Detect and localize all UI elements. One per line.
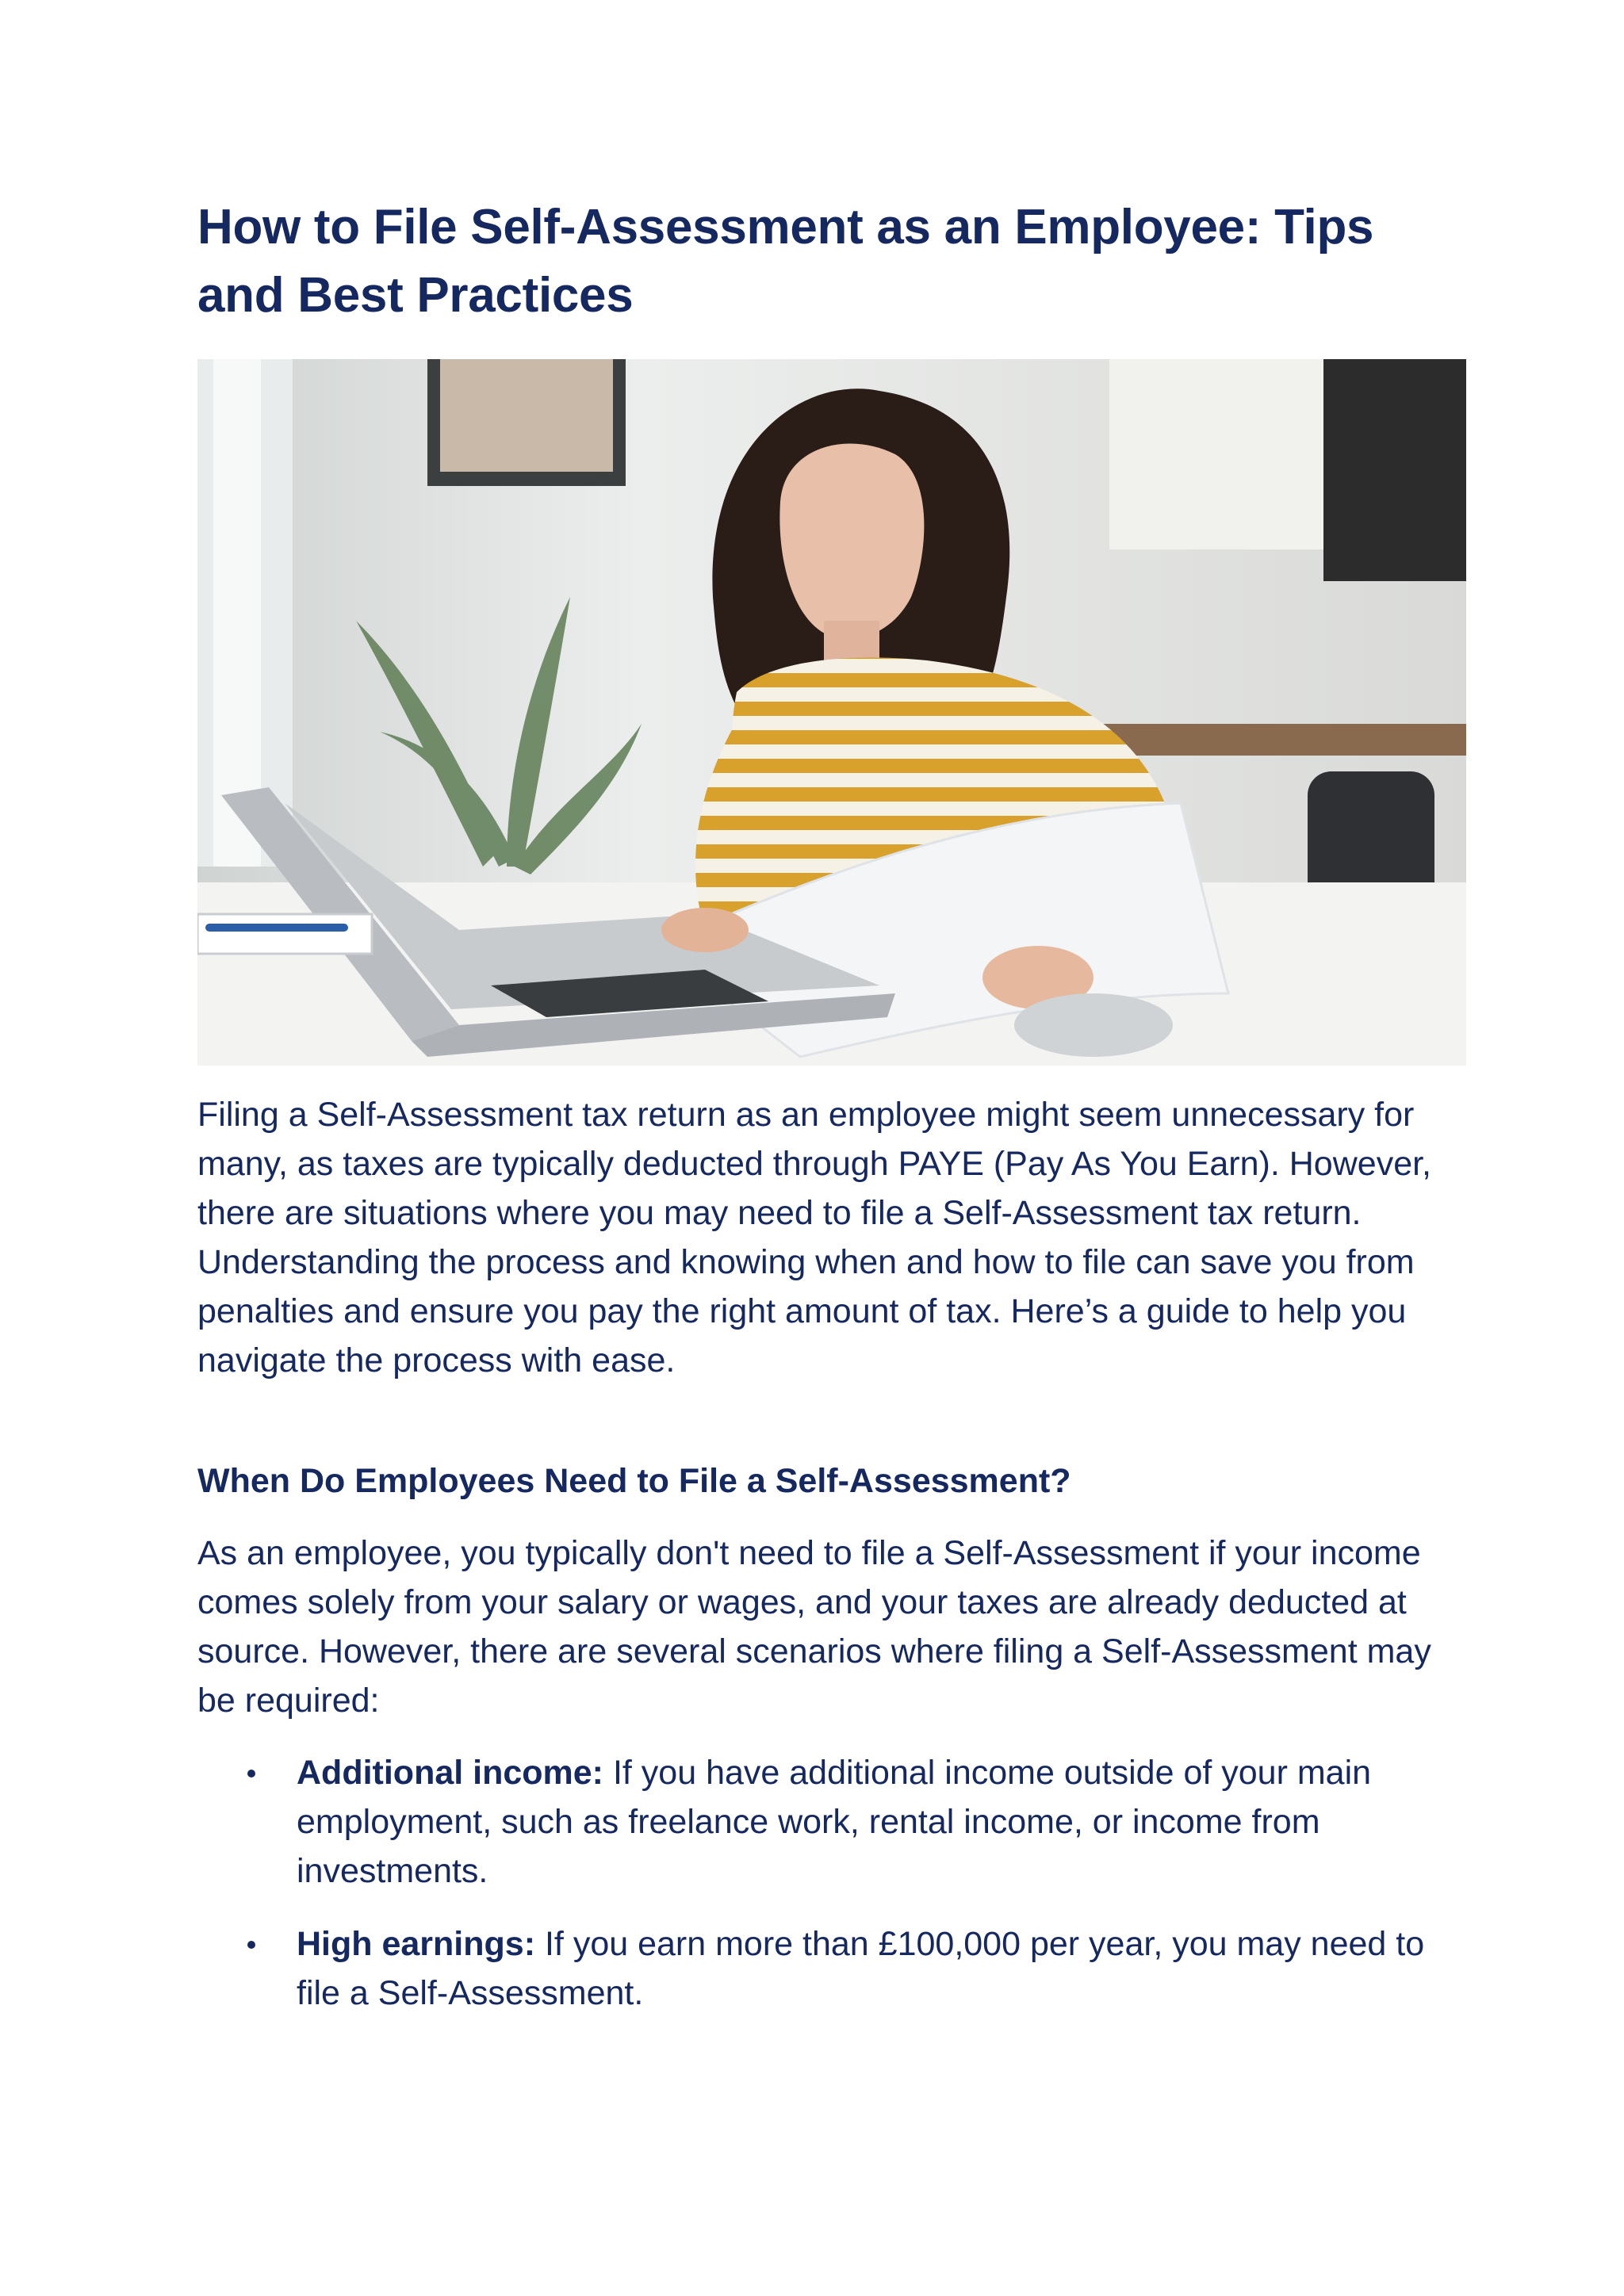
section-paragraph: As an employee, you typically don't need to file a Self-Assessment if your income comes solely from your salary or wages, and your taxes are already deducted at source. However, there are several scenarios where filing a Self-Assessment may be required: xyxy=(197,1534,1431,1720)
article-title: How to File Self-Assessment as an Employee: Tips and Best Practices xyxy=(197,200,1374,323)
scenario-list xyxy=(197,1748,1466,2042)
intro-paragraph: Filing a Self-Assessment tax return as an employee might seem unnecessary for many, as taxes are typically deducted through PAYE (Pay As You Earn). However, there are situations where you may need to file a Self-Assessment tax return. Understanding the process and knowing when and how to file can save you from penalties and ensure you pay the right amount of tax. Here’s a guide to help you navigate the process with ease. xyxy=(197,1096,1431,1380)
list-item-text: If you earn more than £100,000 per year, you may need to file a Self-Assessment. xyxy=(297,1925,1425,2012)
hero-image xyxy=(197,359,1466,1066)
section-heading: When Do Employees Need to File a Self-Assessment? xyxy=(197,1462,1071,1500)
list-item-text: If you have additional income outside of your main employment, such as freelance work, rental income, or income from investments. xyxy=(297,1754,1372,1890)
list-item-label: High earnings: xyxy=(297,1925,536,1963)
hero-illustration xyxy=(197,359,1466,1066)
bullet-icon xyxy=(247,1941,255,1949)
list-item-label: Additional income: xyxy=(297,1754,603,1792)
list-item xyxy=(197,1919,1466,2018)
list-item xyxy=(197,1748,1466,1896)
bullet-icon xyxy=(247,1770,255,1777)
